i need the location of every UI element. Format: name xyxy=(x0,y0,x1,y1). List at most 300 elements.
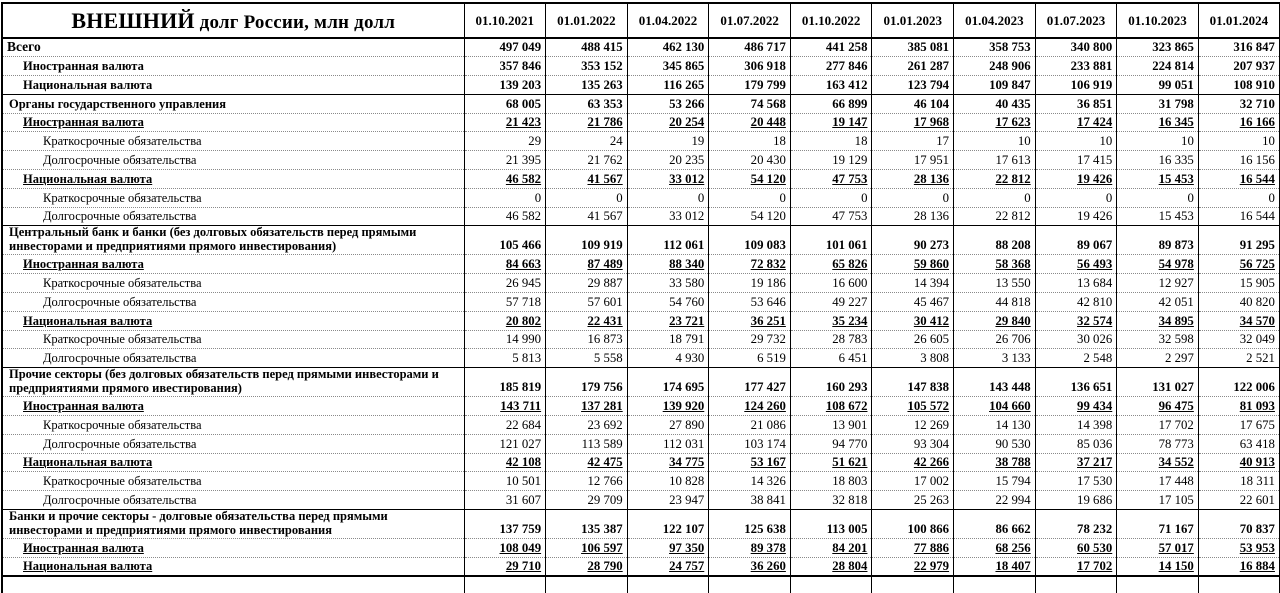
value-cell: 32 049 xyxy=(1198,330,1280,349)
value-cell: 78 773 xyxy=(1117,434,1199,453)
value-cell: 32 598 xyxy=(1117,330,1199,349)
value-cell: 28 136 xyxy=(872,207,954,226)
value-cell: 136 651 xyxy=(1035,368,1117,397)
row-label: Краткосрочные обязательства xyxy=(2,330,464,349)
value-cell: 14 394 xyxy=(872,274,954,293)
value-cell: 19 686 xyxy=(1035,491,1117,510)
value-cell: 70 837 xyxy=(1198,510,1280,539)
date-column-header: 01.07.2023 xyxy=(1035,3,1117,38)
value-cell: 22 684 xyxy=(464,416,546,435)
value-cell: 29 840 xyxy=(954,311,1036,330)
value-cell: 40 913 xyxy=(1198,453,1280,472)
table-row xyxy=(2,76,1280,95)
value-cell: 66 899 xyxy=(790,94,872,113)
value-cell: 2 548 xyxy=(1035,349,1117,368)
value-cell: 15 905 xyxy=(1198,274,1280,293)
value-cell: 19 426 xyxy=(1035,170,1117,189)
value-cell: 31 798 xyxy=(1117,94,1199,113)
value-cell: 19 186 xyxy=(709,274,791,293)
value-cell: 2 297 xyxy=(1117,349,1199,368)
value-cell: 23 692 xyxy=(546,416,628,435)
value-cell: 15 794 xyxy=(954,472,1036,491)
value-cell: 17 105 xyxy=(1117,491,1199,510)
table-row xyxy=(2,434,1280,453)
value-cell: 385 081 xyxy=(872,38,954,57)
row-label: Всего xyxy=(2,38,464,57)
value-cell: 29 732 xyxy=(709,330,791,349)
value-cell: 17 968 xyxy=(872,113,954,132)
value-cell: 77 886 xyxy=(872,539,954,558)
table-row xyxy=(2,368,1280,397)
value-cell: 19 129 xyxy=(790,151,872,170)
value-cell: 160 293 xyxy=(790,368,872,397)
row-label: Национальная валюта xyxy=(2,76,464,95)
value-cell: 135 387 xyxy=(546,510,628,539)
value-cell: 340 800 xyxy=(1035,38,1117,57)
value-cell: 89 067 xyxy=(1035,226,1117,255)
value-cell: 497 049 xyxy=(464,38,546,57)
value-cell: 22 812 xyxy=(954,207,1036,226)
value-cell: 233 881 xyxy=(1035,57,1117,76)
value-cell: 147 838 xyxy=(872,368,954,397)
value-cell: 97 350 xyxy=(627,539,709,558)
filler-cell xyxy=(790,576,872,593)
value-cell: 10 xyxy=(954,132,1036,151)
value-cell: 113 005 xyxy=(790,510,872,539)
value-cell: 86 662 xyxy=(954,510,1036,539)
value-cell: 63 353 xyxy=(546,94,628,113)
value-cell: 486 717 xyxy=(709,38,791,57)
value-cell: 179 756 xyxy=(546,368,628,397)
table-row xyxy=(2,453,1280,472)
value-cell: 135 263 xyxy=(546,76,628,95)
value-cell: 33 012 xyxy=(627,207,709,226)
row-label: Иностранная валюта xyxy=(2,255,464,274)
value-cell: 22 812 xyxy=(954,170,1036,189)
value-cell: 34 775 xyxy=(627,453,709,472)
table-row xyxy=(2,274,1280,293)
value-cell: 17 675 xyxy=(1198,416,1280,435)
value-cell: 63 418 xyxy=(1198,434,1280,453)
value-cell: 17 623 xyxy=(954,113,1036,132)
filler-cell xyxy=(1035,576,1117,593)
value-cell: 12 927 xyxy=(1117,274,1199,293)
value-cell: 20 802 xyxy=(464,311,546,330)
value-cell: 42 051 xyxy=(1117,293,1199,312)
value-cell: 248 906 xyxy=(954,57,1036,76)
date-column-header: 01.01.2023 xyxy=(872,3,954,38)
value-cell: 54 978 xyxy=(1117,255,1199,274)
value-cell: 6 451 xyxy=(790,349,872,368)
value-cell: 41 567 xyxy=(546,170,628,189)
value-cell: 33 012 xyxy=(627,170,709,189)
value-cell: 18 311 xyxy=(1198,472,1280,491)
value-cell: 93 304 xyxy=(872,434,954,453)
value-cell: 27 890 xyxy=(627,416,709,435)
value-cell: 56 725 xyxy=(1198,255,1280,274)
value-cell: 103 174 xyxy=(709,434,791,453)
row-label: Банки и прочие секторы - долговые обязательства перед прямыми инвесторами и предприятиями прямого инвестирования xyxy=(2,510,464,539)
value-cell: 46 582 xyxy=(464,170,546,189)
value-cell: 124 260 xyxy=(709,397,791,416)
value-cell: 60 530 xyxy=(1035,539,1117,558)
row-label: Долгосрочные обязательства xyxy=(2,207,464,226)
value-cell: 59 860 xyxy=(872,255,954,274)
value-cell: 42 266 xyxy=(872,453,954,472)
value-cell: 17 702 xyxy=(1117,416,1199,435)
value-cell: 20 448 xyxy=(709,113,791,132)
value-cell: 21 786 xyxy=(546,113,628,132)
value-cell: 88 208 xyxy=(954,226,1036,255)
value-cell: 14 990 xyxy=(464,330,546,349)
value-cell: 24 xyxy=(546,132,628,151)
row-label: Долгосрочные обязательства xyxy=(2,151,464,170)
row-label: Прочие секторы (без долговых обязательств перед прямыми инвесторами и предприятиями прямого ивестирования) xyxy=(2,368,464,397)
value-cell: 58 368 xyxy=(954,255,1036,274)
value-cell: 0 xyxy=(1035,188,1117,207)
value-cell: 131 027 xyxy=(1117,368,1199,397)
table-row xyxy=(2,491,1280,510)
value-cell: 40 820 xyxy=(1198,293,1280,312)
value-cell: 36 260 xyxy=(709,557,791,576)
value-cell: 19 147 xyxy=(790,113,872,132)
value-cell: 16 873 xyxy=(546,330,628,349)
value-cell: 26 945 xyxy=(464,274,546,293)
value-cell: 87 489 xyxy=(546,255,628,274)
value-cell: 24 757 xyxy=(627,557,709,576)
value-cell: 6 519 xyxy=(709,349,791,368)
row-label: Краткосрочные обязательства xyxy=(2,188,464,207)
row-label: Национальная валюта xyxy=(2,170,464,189)
value-cell: 5 558 xyxy=(546,349,628,368)
value-cell: 78 232 xyxy=(1035,510,1117,539)
date-column-header: 01.04.2023 xyxy=(954,3,1036,38)
value-cell: 109 919 xyxy=(546,226,628,255)
value-cell: 116 265 xyxy=(627,76,709,95)
value-cell: 37 217 xyxy=(1035,453,1117,472)
value-cell: 46 582 xyxy=(464,207,546,226)
table-header-row xyxy=(2,3,1280,38)
value-cell: 84 201 xyxy=(790,539,872,558)
value-cell: 109 847 xyxy=(954,76,1036,95)
value-cell: 10 xyxy=(1198,132,1280,151)
value-cell: 139 920 xyxy=(627,397,709,416)
value-cell: 72 832 xyxy=(709,255,791,274)
value-cell: 112 061 xyxy=(627,226,709,255)
value-cell: 21 395 xyxy=(464,151,546,170)
table-row xyxy=(2,293,1280,312)
value-cell: 54 120 xyxy=(709,170,791,189)
value-cell: 163 412 xyxy=(790,76,872,95)
value-cell: 34 895 xyxy=(1117,311,1199,330)
value-cell: 16 166 xyxy=(1198,113,1280,132)
value-cell: 174 695 xyxy=(627,368,709,397)
value-cell: 68 005 xyxy=(464,94,546,113)
value-cell: 74 568 xyxy=(709,94,791,113)
value-cell: 32 710 xyxy=(1198,94,1280,113)
value-cell: 277 846 xyxy=(790,57,872,76)
value-cell: 17 002 xyxy=(872,472,954,491)
filler-cell xyxy=(872,576,954,593)
value-cell: 441 258 xyxy=(790,38,872,57)
row-label: Иностранная валюта xyxy=(2,57,464,76)
value-cell: 137 281 xyxy=(546,397,628,416)
value-cell: 10 501 xyxy=(464,472,546,491)
value-cell: 185 819 xyxy=(464,368,546,397)
value-cell: 26 605 xyxy=(872,330,954,349)
row-label: Долгосрочные обязательства xyxy=(2,491,464,510)
value-cell: 0 xyxy=(1117,188,1199,207)
table-row xyxy=(2,510,1280,539)
value-cell: 179 799 xyxy=(709,76,791,95)
filler-row xyxy=(2,576,1280,593)
row-label: Иностранная валюта xyxy=(2,397,464,416)
value-cell: 41 567 xyxy=(546,207,628,226)
value-cell: 36 851 xyxy=(1035,94,1117,113)
value-cell: 29 709 xyxy=(546,491,628,510)
value-cell: 101 061 xyxy=(790,226,872,255)
value-cell: 109 083 xyxy=(709,226,791,255)
value-cell: 31 607 xyxy=(464,491,546,510)
value-cell: 0 xyxy=(546,188,628,207)
table-row xyxy=(2,472,1280,491)
value-cell: 40 435 xyxy=(954,94,1036,113)
value-cell: 323 865 xyxy=(1117,38,1199,57)
value-cell: 143 711 xyxy=(464,397,546,416)
value-cell: 53 167 xyxy=(709,453,791,472)
value-cell: 42 108 xyxy=(464,453,546,472)
value-cell: 88 340 xyxy=(627,255,709,274)
table-row xyxy=(2,57,1280,76)
value-cell: 18 791 xyxy=(627,330,709,349)
table-body xyxy=(2,38,1280,593)
filler-cell xyxy=(954,576,1036,593)
value-cell: 139 203 xyxy=(464,76,546,95)
value-cell: 28 136 xyxy=(872,170,954,189)
table-row xyxy=(2,330,1280,349)
value-cell: 345 865 xyxy=(627,57,709,76)
value-cell: 17 702 xyxy=(1035,557,1117,576)
value-cell: 51 621 xyxy=(790,453,872,472)
value-cell: 22 979 xyxy=(872,557,954,576)
value-cell: 17 415 xyxy=(1035,151,1117,170)
value-cell: 12 766 xyxy=(546,472,628,491)
value-cell: 54 120 xyxy=(709,207,791,226)
row-label: Иностранная валюта xyxy=(2,113,464,132)
value-cell: 20 430 xyxy=(709,151,791,170)
table-row xyxy=(2,94,1280,113)
table-row xyxy=(2,539,1280,558)
external-debt-table xyxy=(1,2,1280,593)
value-cell: 30 412 xyxy=(872,311,954,330)
value-cell: 28 804 xyxy=(790,557,872,576)
value-cell: 12 269 xyxy=(872,416,954,435)
value-cell: 316 847 xyxy=(1198,38,1280,57)
value-cell: 89 873 xyxy=(1117,226,1199,255)
value-cell: 14 398 xyxy=(1035,416,1117,435)
value-cell: 44 818 xyxy=(954,293,1036,312)
table-row xyxy=(2,255,1280,274)
row-label: Национальная валюта xyxy=(2,557,464,576)
value-cell: 99 434 xyxy=(1035,397,1117,416)
table-row xyxy=(2,132,1280,151)
value-cell: 99 051 xyxy=(1117,76,1199,95)
filler-cell xyxy=(546,576,628,593)
row-label: Краткосрочные обязательства xyxy=(2,132,464,151)
value-cell: 29 710 xyxy=(464,557,546,576)
value-cell: 137 759 xyxy=(464,510,546,539)
table-row xyxy=(2,188,1280,207)
row-label: Долгосрочные обязательства xyxy=(2,349,464,368)
value-cell: 100 866 xyxy=(872,510,954,539)
value-cell: 96 475 xyxy=(1117,397,1199,416)
value-cell: 45 467 xyxy=(872,293,954,312)
value-cell: 28 790 xyxy=(546,557,628,576)
value-cell: 17 448 xyxy=(1117,472,1199,491)
value-cell: 53 646 xyxy=(709,293,791,312)
table-row xyxy=(2,207,1280,226)
value-cell: 16 544 xyxy=(1198,170,1280,189)
table-row xyxy=(2,170,1280,189)
value-cell: 353 152 xyxy=(546,57,628,76)
value-cell: 358 753 xyxy=(954,38,1036,57)
value-cell: 68 256 xyxy=(954,539,1036,558)
value-cell: 2 521 xyxy=(1198,349,1280,368)
value-cell: 17 613 xyxy=(954,151,1036,170)
value-cell: 32 574 xyxy=(1035,311,1117,330)
date-column-header: 01.10.2021 xyxy=(464,3,546,38)
row-label: Национальная валюта xyxy=(2,311,464,330)
value-cell: 34 552 xyxy=(1117,453,1199,472)
value-cell: 47 753 xyxy=(790,170,872,189)
filler-cell xyxy=(709,576,791,593)
value-cell: 21 086 xyxy=(709,416,791,435)
table-row xyxy=(2,557,1280,576)
table-row xyxy=(2,397,1280,416)
value-cell: 15 453 xyxy=(1117,170,1199,189)
value-cell: 81 093 xyxy=(1198,397,1280,416)
value-cell: 0 xyxy=(709,188,791,207)
value-cell: 488 415 xyxy=(546,38,628,57)
row-label: Краткосрочные обязательства xyxy=(2,274,464,293)
row-label: Национальная валюта xyxy=(2,453,464,472)
value-cell: 462 130 xyxy=(627,38,709,57)
value-cell: 17 951 xyxy=(872,151,954,170)
value-cell: 10 xyxy=(1035,132,1117,151)
value-cell: 261 287 xyxy=(872,57,954,76)
filler-cell xyxy=(1117,576,1199,593)
value-cell: 122 006 xyxy=(1198,368,1280,397)
value-cell: 33 580 xyxy=(627,274,709,293)
value-cell: 13 684 xyxy=(1035,274,1117,293)
value-cell: 13 550 xyxy=(954,274,1036,293)
value-cell: 57 017 xyxy=(1117,539,1199,558)
table-row xyxy=(2,416,1280,435)
value-cell: 106 597 xyxy=(546,539,628,558)
filler-cell xyxy=(464,576,546,593)
value-cell: 17 xyxy=(872,132,954,151)
value-cell: 20 254 xyxy=(627,113,709,132)
value-cell: 14 150 xyxy=(1117,557,1199,576)
value-cell: 57 718 xyxy=(464,293,546,312)
value-cell: 108 672 xyxy=(790,397,872,416)
value-cell: 46 104 xyxy=(872,94,954,113)
value-cell: 108 910 xyxy=(1198,76,1280,95)
value-cell: 94 770 xyxy=(790,434,872,453)
value-cell: 38 788 xyxy=(954,453,1036,472)
filler-cell xyxy=(2,576,464,593)
value-cell: 16 156 xyxy=(1198,151,1280,170)
value-cell: 3 808 xyxy=(872,349,954,368)
value-cell: 106 919 xyxy=(1035,76,1117,95)
value-cell: 10 xyxy=(1117,132,1199,151)
value-cell: 22 431 xyxy=(546,311,628,330)
value-cell: 28 783 xyxy=(790,330,872,349)
table-row xyxy=(2,349,1280,368)
value-cell: 18 803 xyxy=(790,472,872,491)
row-label: Долгосрочные обязательства xyxy=(2,293,464,312)
value-cell: 21 423 xyxy=(464,113,546,132)
value-cell: 177 427 xyxy=(709,368,791,397)
row-label: Иностранная валюта xyxy=(2,539,464,558)
value-cell: 5 813 xyxy=(464,349,546,368)
value-cell: 53 266 xyxy=(627,94,709,113)
value-cell: 10 828 xyxy=(627,472,709,491)
value-cell: 29 887 xyxy=(546,274,628,293)
value-cell: 71 167 xyxy=(1117,510,1199,539)
value-cell: 0 xyxy=(872,188,954,207)
value-cell: 121 027 xyxy=(464,434,546,453)
value-cell: 57 601 xyxy=(546,293,628,312)
value-cell: 32 818 xyxy=(790,491,872,510)
value-cell: 16 544 xyxy=(1198,207,1280,226)
value-cell: 42 810 xyxy=(1035,293,1117,312)
value-cell: 49 227 xyxy=(790,293,872,312)
value-cell: 105 466 xyxy=(464,226,546,255)
value-cell: 53 953 xyxy=(1198,539,1280,558)
value-cell: 22 601 xyxy=(1198,491,1280,510)
table-row xyxy=(2,311,1280,330)
value-cell: 30 026 xyxy=(1035,330,1117,349)
value-cell: 19 xyxy=(627,132,709,151)
value-cell: 85 036 xyxy=(1035,434,1117,453)
value-cell: 23 947 xyxy=(627,491,709,510)
value-cell: 47 753 xyxy=(790,207,872,226)
table-row xyxy=(2,113,1280,132)
date-column-header: 01.04.2022 xyxy=(627,3,709,38)
value-cell: 17 530 xyxy=(1035,472,1117,491)
row-label: Краткосрочные обязательства xyxy=(2,416,464,435)
value-cell: 15 453 xyxy=(1117,207,1199,226)
row-label: Органы государственного управления xyxy=(2,94,464,113)
value-cell: 306 918 xyxy=(709,57,791,76)
row-label: Краткосрочные обязательства xyxy=(2,472,464,491)
value-cell: 123 794 xyxy=(872,76,954,95)
value-cell: 89 378 xyxy=(709,539,791,558)
value-cell: 54 760 xyxy=(627,293,709,312)
value-cell: 16 884 xyxy=(1198,557,1280,576)
value-cell: 17 424 xyxy=(1035,113,1117,132)
value-cell: 35 234 xyxy=(790,311,872,330)
date-column-header: 01.10.2022 xyxy=(790,3,872,38)
value-cell: 105 572 xyxy=(872,397,954,416)
date-column-header: 01.10.2023 xyxy=(1117,3,1199,38)
value-cell: 84 663 xyxy=(464,255,546,274)
value-cell: 4 930 xyxy=(627,349,709,368)
value-cell: 42 475 xyxy=(546,453,628,472)
value-cell: 34 570 xyxy=(1198,311,1280,330)
date-column-header: 01.07.2022 xyxy=(709,3,791,38)
